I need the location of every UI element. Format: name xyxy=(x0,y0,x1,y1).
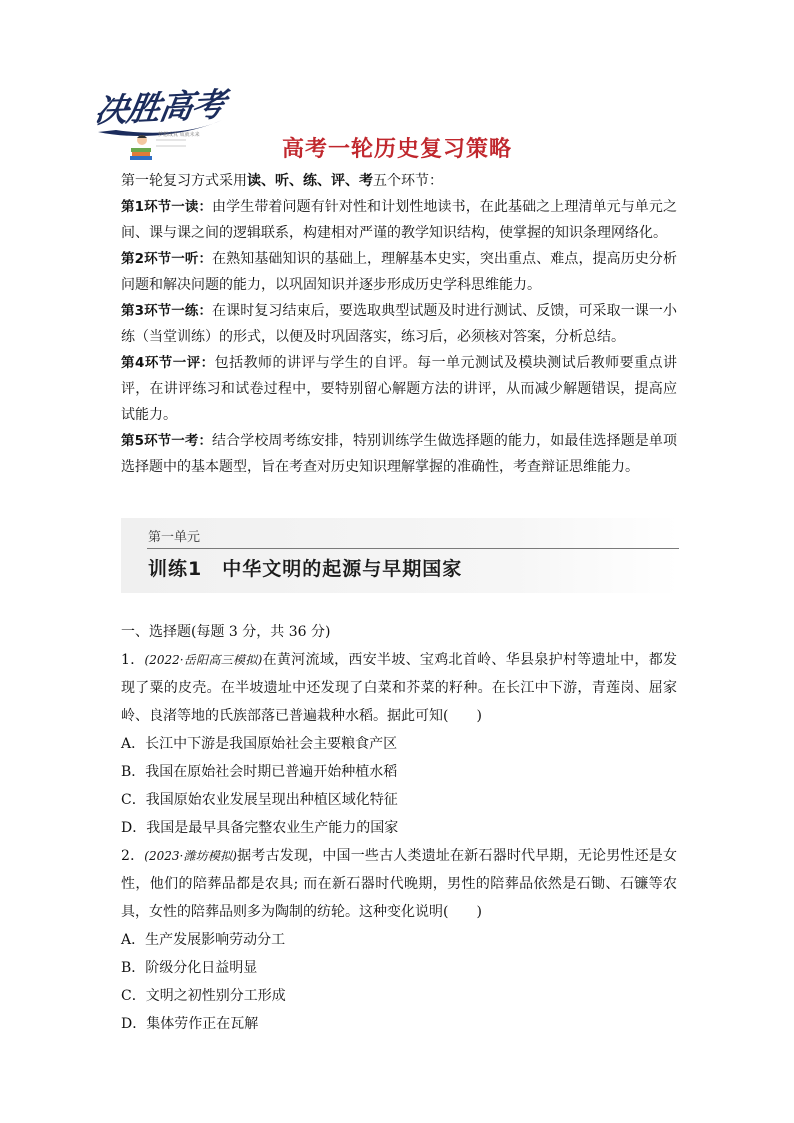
intro-lead-end: 五个环节： xyxy=(373,173,443,189)
step-label: 第3环节一练： xyxy=(121,303,213,319)
logo-small-text: 梦想成真 成就未来 xyxy=(158,132,200,138)
step-label: 第1环节一读： xyxy=(121,199,213,215)
step-2 xyxy=(121,246,677,298)
question-1-option-a: A．长江中下游是我国原始社会主要粮食产区 xyxy=(121,736,398,752)
step-3 xyxy=(121,298,677,350)
logo-text: 决胜高考 xyxy=(91,84,228,131)
intro-lead-text: 第一轮复习方式采用 xyxy=(121,173,247,189)
question-1-option-c: C．我国原始农业发展呈现出种植区域化特征 xyxy=(121,792,398,808)
section-heading: 一、选择题(每题 3 分，共 36 分) xyxy=(121,624,331,640)
question-1-stem xyxy=(121,646,677,730)
unit-banner xyxy=(121,518,679,593)
question-2-option-c: C．文明之初性别分工形成 xyxy=(121,988,286,1004)
question-1-option-b: B．我国在原始社会时期已普遍开始种植水稻 xyxy=(121,764,398,780)
step-text: 结合学校周考练安排，特别训练学生做选择题的能力，如最佳选择题是单项选择题中的基本题型，旨在考查对历史知识理解掌握的准确性，考查辩证思维能力。 xyxy=(121,433,677,475)
intro-lead xyxy=(121,168,677,194)
step-4 xyxy=(121,350,677,428)
question-number: 2． xyxy=(121,848,145,864)
intro-section xyxy=(121,168,677,480)
step-1 xyxy=(121,194,677,246)
page-title: 高考一轮历史复习策略 xyxy=(281,137,512,162)
banner-divider xyxy=(147,548,679,549)
step-label: 第5环节一考： xyxy=(121,433,213,449)
training-title: 训练1 中华文明的起源与早期国家 xyxy=(148,558,463,580)
question-1-option-d: D．我国是最早具备完整农业生产能力的国家 xyxy=(121,820,399,836)
questions-section xyxy=(121,618,677,1038)
question-2-stem xyxy=(121,842,677,926)
question-source: (2022·岳阳高三模拟) xyxy=(144,653,263,667)
step-text: 在熟知基础知识的基础上，理解基本史实，突出重点、难点，提高历史分析问题和解决问题的能力，以巩固知识并逐步形成历史学科思维能力。 xyxy=(121,251,677,293)
question-2-option-a: A．生产发展影响劳动分工 xyxy=(121,932,286,948)
step-5 xyxy=(121,428,677,480)
question-number: 1． xyxy=(121,652,145,668)
question-source: (2023·潍坊模拟) xyxy=(144,849,237,863)
step-label: 第2环节一听： xyxy=(121,251,213,267)
unit-label: 第一单元 xyxy=(148,530,201,545)
question-stem: 据考古发现，中国一些古人类遗址在新石器时代早期，无论男性还是女性，他们的陪葬品都是农具; 而在新石器时代晚期，男性的陪葬品依然是石锄、石镰等农具，女性的陪葬品则多为陶制的纺轮。这种变化说明( ) xyxy=(121,848,677,920)
question-2-option-b: B．阶级分化日益明显 xyxy=(121,960,258,976)
question-2-option-d: D．集体劳作正在瓦解 xyxy=(121,1016,259,1032)
question-stem: 在黄河流域，西安半坡、宝鸡北首岭、华县泉护村等遗址中，都发现了粟的皮壳。在半坡遗址中还发现了白菜和芥菜的籽种。在长江中下游，青莲岗、屈家岭、良渚等地的氏族部落已普遍栽种水稻。据此可知( ) xyxy=(121,652,677,724)
intro-keywords: 读、听、练、评、考 xyxy=(247,173,373,189)
step-text: 由学生带着问题有针对性和计划性地读书，在此基础之上理清单元与单元之间、课与课之间的逻辑联系，构建相对严谨的教学知识结构，使掌握的知识条理网络化。 xyxy=(121,199,677,241)
step-text: 包括教师的讲评与学生的自评。每一单元测试及模块测试后教师要重点讲评，在讲评练习和试卷过程中，要特别留心解题方法的讲评，从而减少解题错误，提高应试能力。 xyxy=(121,355,677,423)
step-label: 第4环节一评： xyxy=(121,355,215,371)
step-text: 在课时复习结束后，要选取典型试题及时进行测试、反馈，可采取一课一小练（当堂训练）的形式，以便及时巩固落实，练习后，必须核对答案，分析总结。 xyxy=(121,303,677,345)
